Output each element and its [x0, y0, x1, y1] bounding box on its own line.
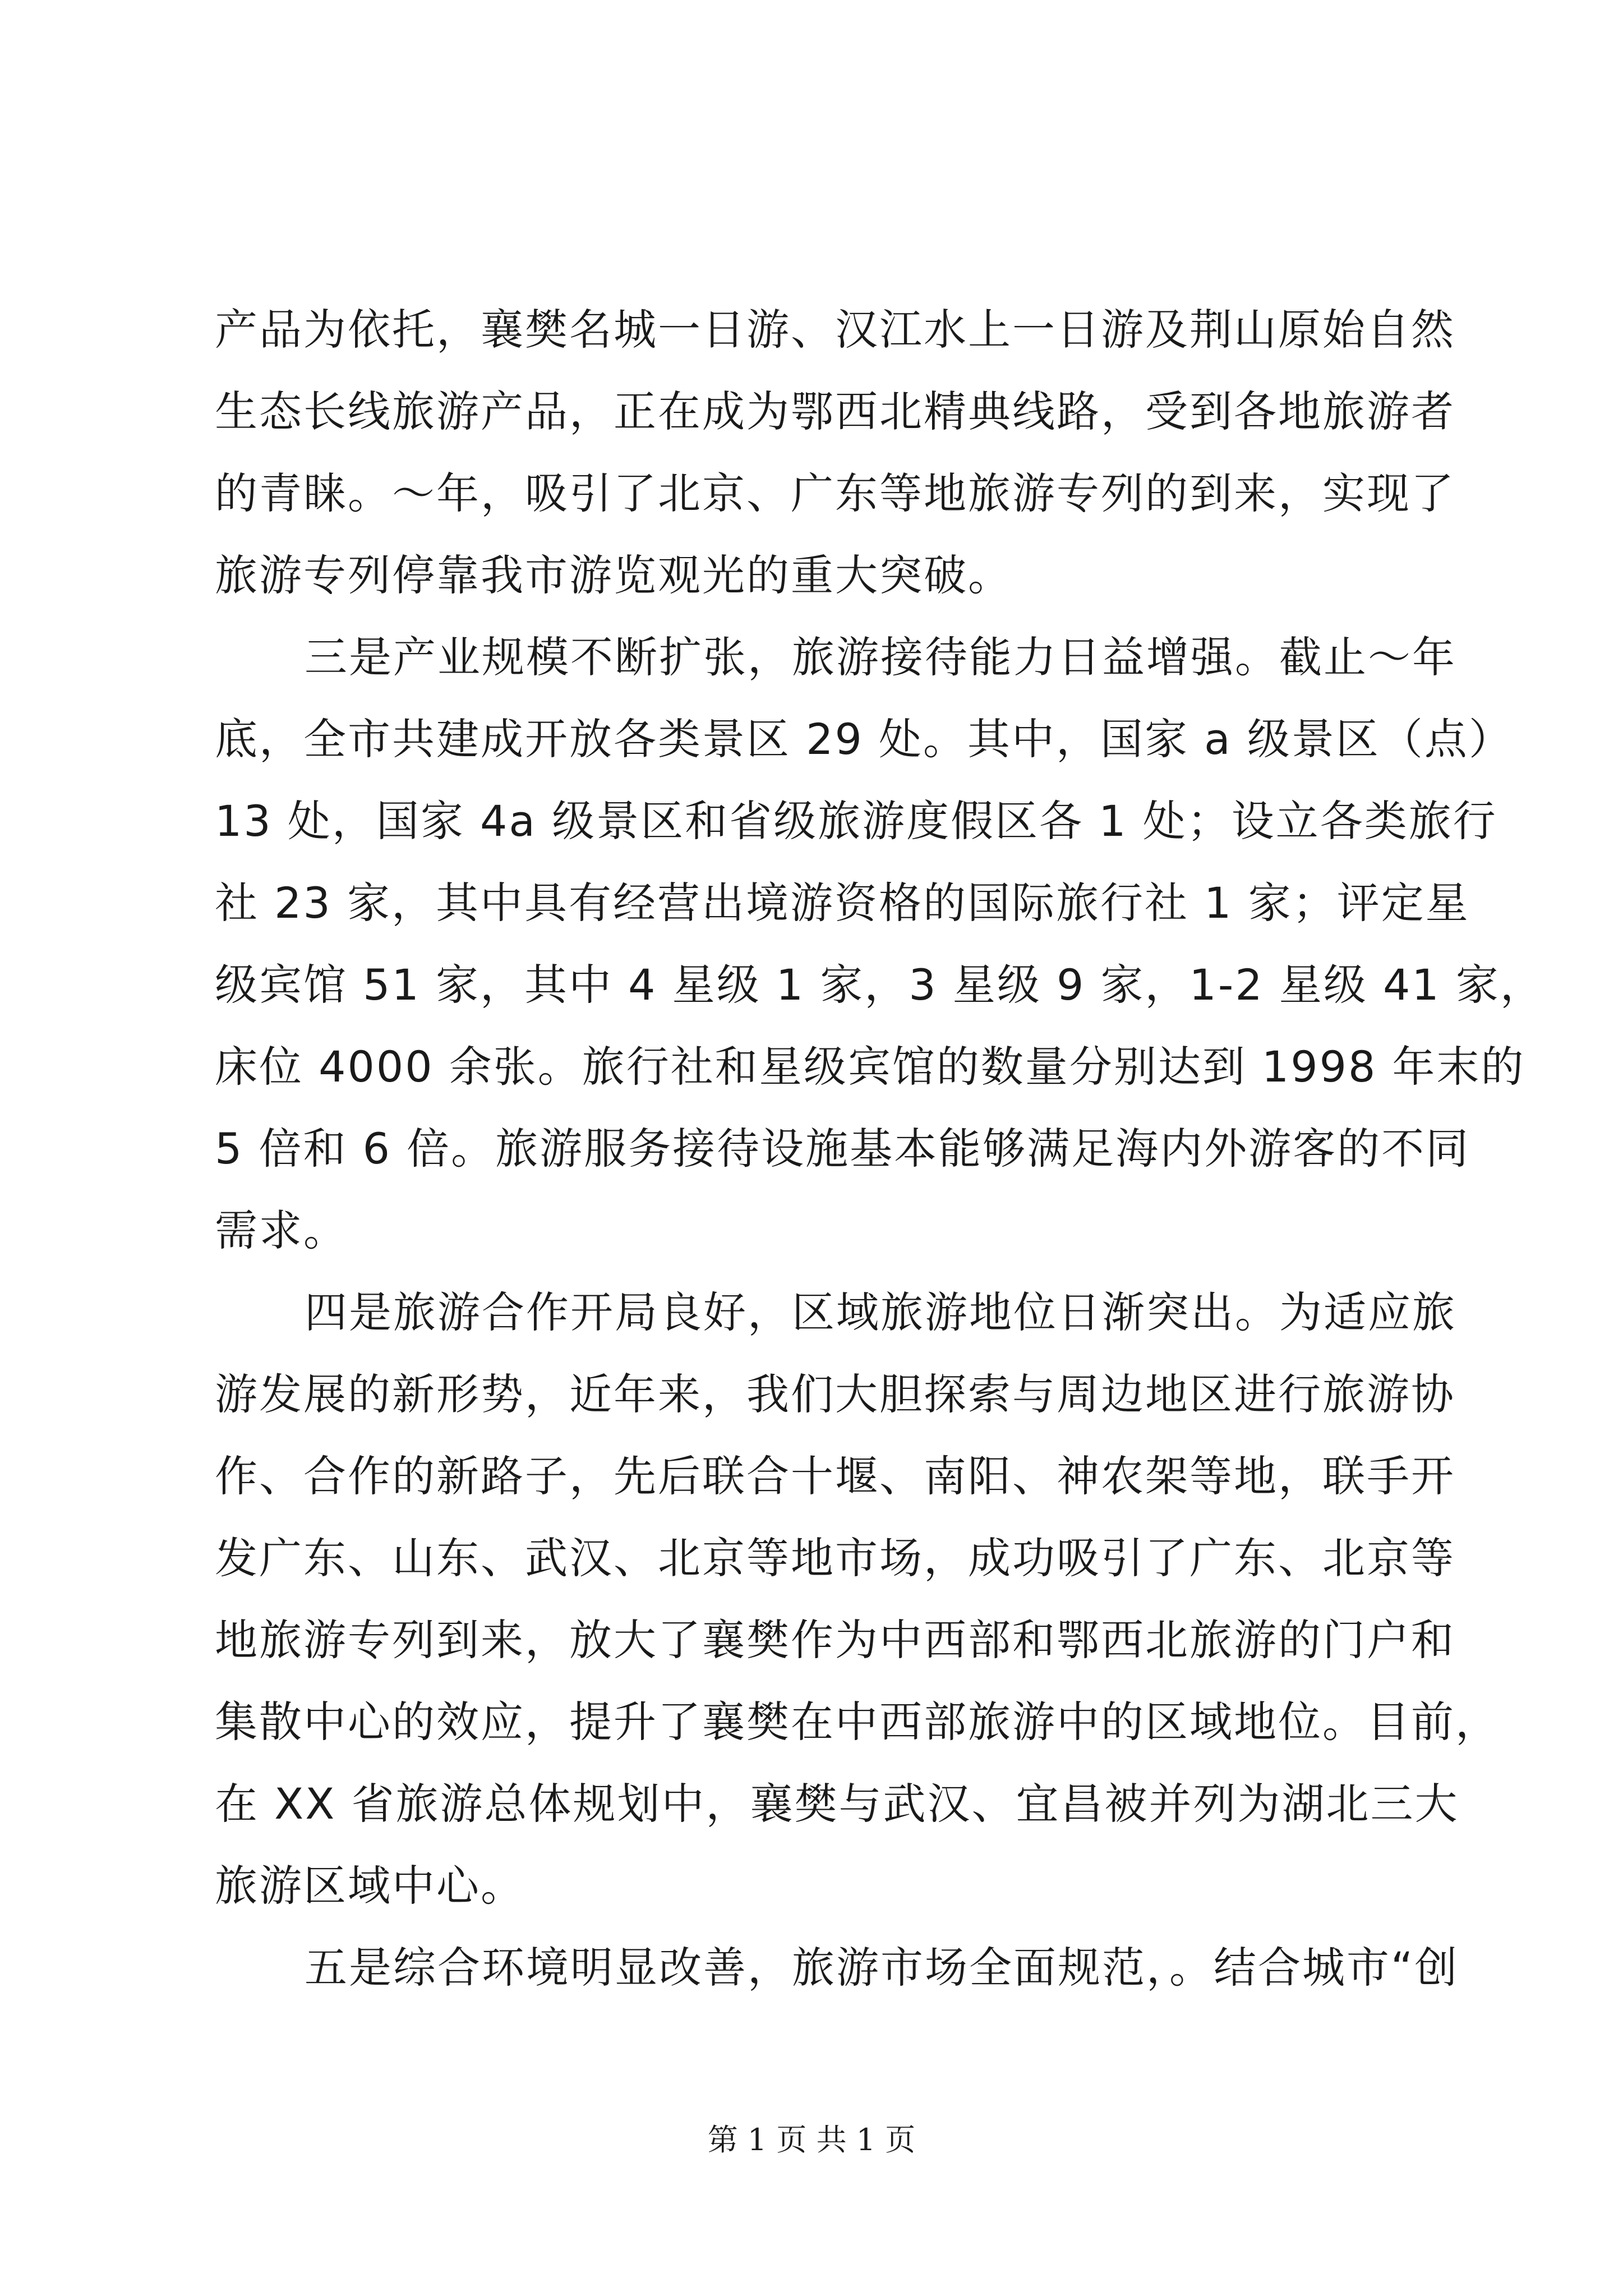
text-line: 底，全市共建成开放各类景区 29 处。其中，国家 a 级景区（点） [215, 714, 1513, 764]
document-body [215, 289, 1544, 2009]
paragraph-start: 五是综合环境明显改善，旅游市场全面规范，。结合城市“创 [305, 1943, 1459, 1993]
text-line: 需求。 [215, 1205, 348, 1255]
text-line: 13 处，国家 4a 级景区和省级旅游度假区各 1 处；设立各类旅行 [215, 796, 1497, 846]
text-line: 作、合作的新路子，先后联合十堰、南阳、神农架等地，联手开 [215, 1451, 1455, 1501]
text-line: 床位 4000 余张。旅行社和星级宾馆的数量分别达到 1998 年末的 [215, 1042, 1525, 1092]
text-line: 级宾馆 51 家，其中 4 星级 1 家，3 星级 9 家，1-2 星级 41 家， [215, 960, 1544, 1010]
text-line: 的青睐。～年，吸引了北京、广东等地旅游专列的到来，实现了 [215, 468, 1455, 518]
text-line: 发广东、山东、武汉、北京等地市场，成功吸引了广东、北京等 [215, 1533, 1455, 1583]
page-footer: 第 1 页 共 1 页 [707, 2122, 916, 2157]
text-line: 5 倍和 6 倍。旅游服务接待设施基本能够满足海内外游客的不同 [215, 1124, 1470, 1174]
text-line: 在 XX 省旅游总体规划中，襄樊与武汉、宜昌被并列为湖北三大 [215, 1779, 1459, 1829]
paragraph-start: 四是旅游合作开局良好，区域旅游地位日渐突出。为适应旅 [305, 1287, 1456, 1337]
text-line: 地旅游专列到来，放大了襄樊作为中西部和鄂西北旅游的门户和 [215, 1615, 1455, 1665]
text-line: 产品为依托，襄樊名城一日游、汉江水上一日游及荆山原始自然 [215, 305, 1455, 355]
text-line: 集散中心的效应，提升了襄樊在中西部旅游中的区域地位。目前， [215, 1697, 1500, 1747]
text-line: 游发展的新形势，近年来，我们大胆探索与周边地区进行旅游协 [215, 1369, 1455, 1419]
text-line: 社 23 家，其中具有经营出境游资格的国际旅行社 1 家；评定星 [215, 878, 1470, 928]
paragraph-start: 三是产业规模不断扩张，旅游接待能力日益增强。截止～年 [305, 632, 1456, 682]
text-line: 旅游专列停靠我市游览观光的重大突破。 [215, 550, 1012, 600]
text-line: 生态长线旅游产品，正在成为鄂西北精典线路，受到各地旅游者 [215, 386, 1455, 436]
text-line: 旅游区域中心。 [215, 1861, 525, 1911]
